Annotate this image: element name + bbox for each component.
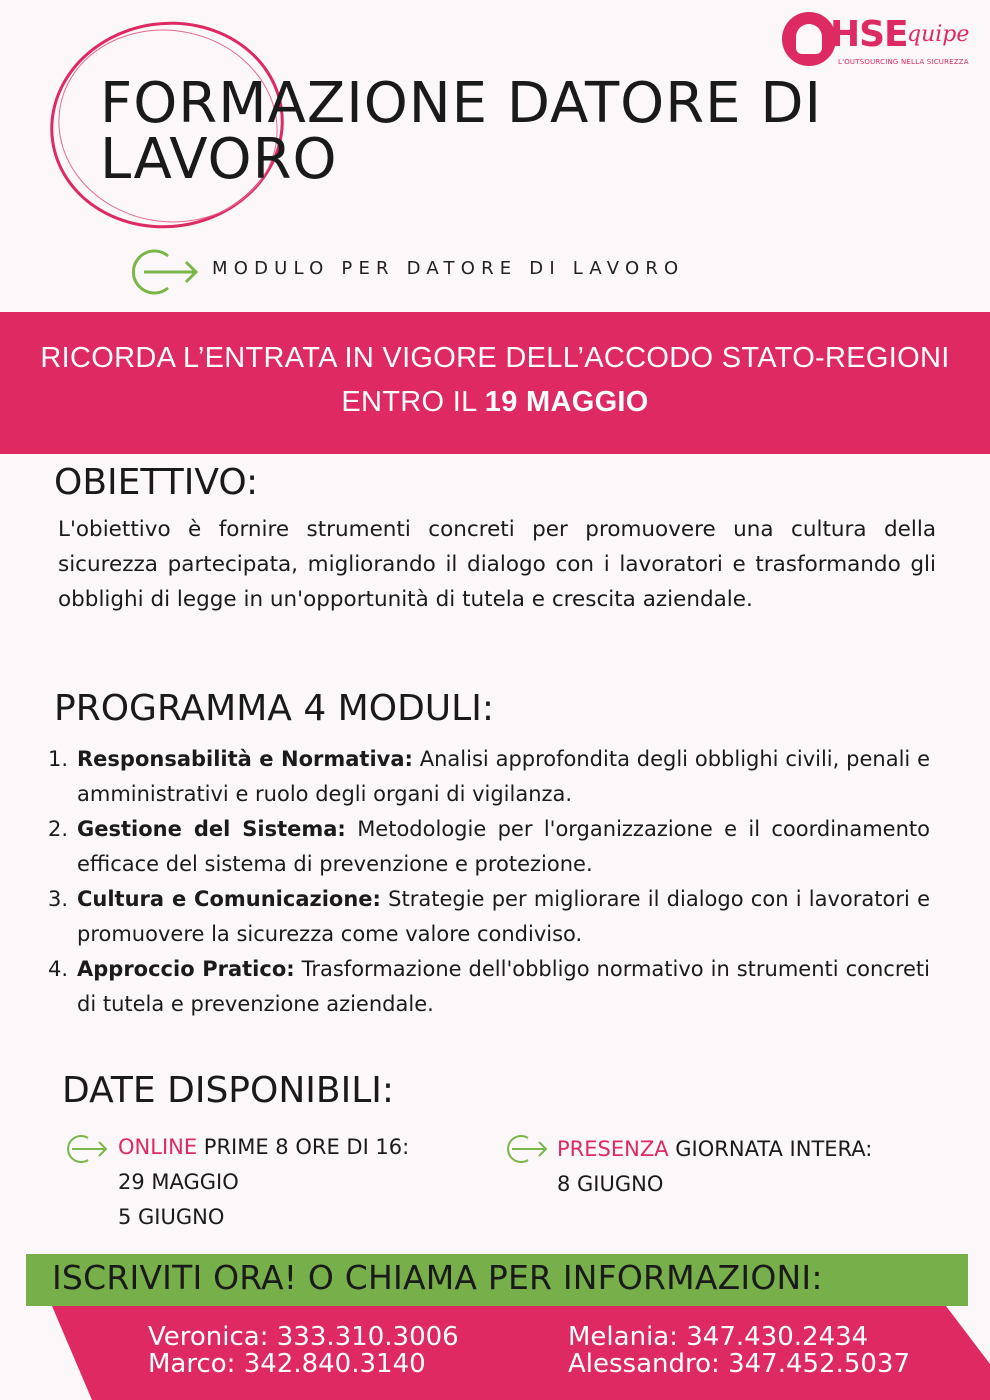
program-item-text: Metodologie per l'organizzazione e il coordinamento efficace del sistema di prevenzione e protezione. <box>77 817 930 876</box>
program-item-heading: Gestione del Sistema: <box>77 817 346 841</box>
banner-line-2 <box>0 386 990 419</box>
objective-body: L'obiettivo è fornire strumenti concreti per promuovere una cultura della sicurezza partecipata, migliorando il dialogo con i lavoratori e trasformando gli obblighi di legge in un'opportunità di tutela e crescita aziendale. <box>58 517 936 612</box>
program-item-heading: Responsabilità e Normativa: <box>77 747 413 771</box>
online-header <box>118 1130 478 1165</box>
contact-melania: Melania: 347.430.2434 <box>568 1322 869 1352</box>
banner-line-2-prefix: ENTRO IL <box>341 386 485 418</box>
program-title: PROGRAMMA 4 MODULI: <box>54 688 494 729</box>
presenza-header <box>557 1132 957 1167</box>
arrow-circle-right-icon <box>60 1132 108 1166</box>
program-item <box>48 742 930 812</box>
objective-title: OBIETTIVO: <box>54 462 259 503</box>
module-label: MODULO PER DATORE DI LAVORO <box>212 258 685 279</box>
presenza-dates <box>557 1132 957 1202</box>
program-item-heading: Cultura e Comunicazione: <box>77 887 381 911</box>
online-desc: PRIME 8 ORE DI 16: <box>197 1135 410 1159</box>
page-title <box>100 71 860 192</box>
presenza-desc: GIORNATA INTERA: <box>668 1137 873 1161</box>
dates-title: DATE DISPONIBILI: <box>62 1070 394 1111</box>
arrow-circle-right-icon <box>124 246 200 298</box>
hse-equipe-logo <box>780 10 980 72</box>
contacts-right <box>568 1324 910 1378</box>
logo-tagline: L'OUTSOURCING NELLA SICUREZZA <box>838 58 969 66</box>
presenza-date: 8 GIUGNO <box>557 1172 664 1196</box>
arrow-circle-right-icon <box>500 1132 548 1166</box>
online-date: 5 GIUGNO <box>118 1205 225 1229</box>
contact-marco: Marco: 342.840.3140 <box>148 1349 426 1379</box>
program-item <box>48 952 930 1022</box>
contacts-left <box>148 1324 459 1378</box>
banner-line-1: RICORDA L’ENTRATA IN VIGORE DELL’ACCODO STATO-REGIONI <box>40 342 950 374</box>
contact-alessandro: Alessandro: 347.452.5037 <box>568 1349 911 1379</box>
program-item-number: 3. <box>48 887 69 911</box>
program-item-text: Analisi approfondita degli obblighi civili, penali e amministrativi e ruolo degli organi di vigilanza. <box>77 747 930 806</box>
logo-brand: HSE <box>830 14 908 55</box>
program-item-text: Trasformazione dell'obbligo normativo in strumenti concreti di tutela e prevenzione aziendale. <box>77 957 930 1016</box>
contact-veronica: Veronica: 333.310.3006 <box>148 1322 459 1352</box>
logo-brand-suffix: quipe <box>907 22 970 47</box>
program-item-number: 4. <box>48 957 69 981</box>
title-line-2: LAVORO <box>100 127 338 192</box>
program-list <box>48 742 930 1022</box>
reminder-banner <box>0 312 990 454</box>
online-label: ONLINE <box>118 1135 198 1159</box>
program-item <box>48 882 930 952</box>
program-item-heading: Approccio Pratico: <box>77 957 295 981</box>
program-item-text: Strategie per migliorare il dialogo con i lavoratori e promuovere la sicurezza come valore condiviso. <box>77 887 930 946</box>
program-item-number: 2. <box>48 817 69 841</box>
cta-text: ISCRIVITI ORA! O CHIAMA PER INFORMAZIONI: <box>52 1258 823 1297</box>
logo-badge-icon <box>782 12 836 66</box>
title-line-1: FORMAZIONE DATORE DI <box>100 71 822 136</box>
presenza-label: PRESENZA <box>557 1137 669 1161</box>
banner-deadline: 19 MAGGIO <box>484 386 649 418</box>
program-item-number: 1. <box>48 747 69 771</box>
program-item <box>48 812 930 882</box>
online-dates <box>118 1130 478 1235</box>
online-date: 29 MAGGIO <box>118 1170 239 1194</box>
